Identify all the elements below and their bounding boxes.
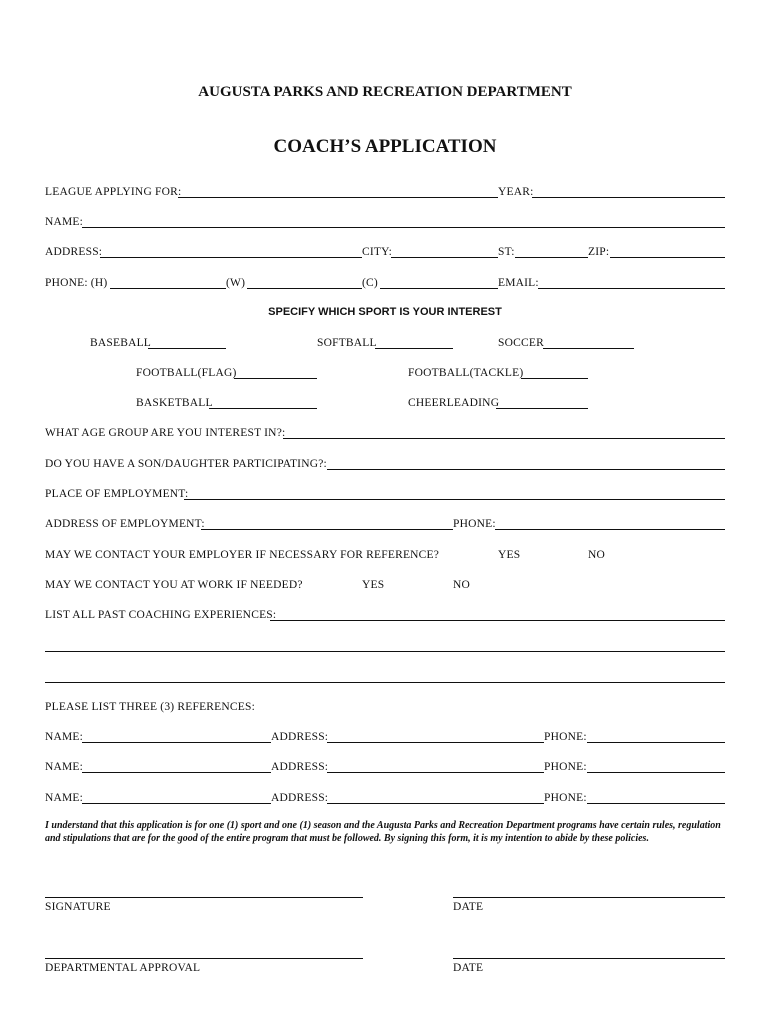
employment-address-field[interactable] — [201, 529, 453, 530]
reference-name-label: NAME: — [45, 792, 84, 804]
contact-work-yes[interactable]: YES — [362, 579, 385, 591]
reference-name-field[interactable] — [82, 772, 271, 773]
reference-address-label: ADDRESS: — [271, 792, 329, 804]
department-heading: AUGUSTA PARKS AND RECREATION DEPARTMENT — [198, 84, 572, 100]
zip-field[interactable] — [610, 257, 725, 258]
agreement-statement: I understand that this application is for one (1) sport and one (1) season and the Augusta Parks and Recreation Department programs have certain rules, regulation and stipulations that are for the good of the entire program that must be followed. By signing this form, it is my intention to abide by these policies. — [45, 820, 721, 844]
reference-phone-label: PHONE: — [544, 731, 587, 743]
contact-work-label: MAY WE CONTACT YOU AT WORK IF NEEDED? — [45, 579, 303, 591]
name-label: NAME: — [45, 216, 84, 228]
reference-phone-label: PHONE: — [544, 761, 587, 773]
coaching-field-1[interactable] — [270, 620, 725, 621]
address-field[interactable] — [100, 257, 362, 258]
employment-place-label: PLACE OF EMPLOYMENT: — [45, 488, 189, 500]
city-field[interactable] — [391, 257, 498, 258]
employment-place-field[interactable] — [184, 499, 725, 500]
email-label: EMAIL: — [498, 277, 539, 289]
employment-phone-field[interactable] — [495, 529, 725, 530]
reference-phone-field[interactable] — [587, 803, 725, 804]
approval-label: DEPARTMENTAL APPROVAL — [45, 962, 201, 974]
reference-address-field[interactable] — [327, 772, 544, 773]
reference-address-field[interactable] — [327, 803, 544, 804]
football-flag-label: FOOTBALL(FLAG) — [136, 367, 237, 379]
phone-work-label: (W) — [226, 277, 246, 289]
football-flag-field[interactable] — [234, 378, 317, 379]
contact-employer-yes[interactable]: YES — [498, 549, 521, 561]
year-field[interactable] — [532, 197, 725, 198]
signature-date-label: DATE — [453, 901, 484, 913]
zip-label: ZIP: — [588, 246, 610, 258]
references-heading: PLEASE LIST THREE (3) REFERENCES: — [45, 701, 255, 713]
contact-employer-no[interactable]: NO — [588, 549, 606, 561]
soccer-field[interactable] — [543, 348, 634, 349]
reference-phone-field[interactable] — [587, 742, 725, 743]
reference-address-field[interactable] — [327, 742, 544, 743]
year-label: YEAR: — [498, 186, 534, 198]
address-label: ADDRESS: — [45, 246, 103, 258]
state-field[interactable] — [515, 257, 588, 258]
basketball-label: BASKETBALL — [136, 397, 213, 409]
state-label: ST: — [498, 246, 515, 258]
phone-cell-label: (C) — [362, 277, 378, 289]
age-group-field[interactable] — [283, 438, 725, 439]
soccer-label: SOCCER — [498, 337, 544, 349]
phone-home-label: PHONE: (H) — [45, 277, 108, 289]
cheerleading-field[interactable] — [496, 408, 588, 409]
football-tackle-field[interactable] — [521, 378, 588, 379]
phone-home-field[interactable] — [110, 288, 226, 289]
reference-name-label: NAME: — [45, 731, 84, 743]
son-daughter-field[interactable] — [327, 469, 725, 470]
name-field[interactable] — [82, 227, 725, 228]
reference-name-field[interactable] — [82, 803, 271, 804]
reference-address-label: ADDRESS: — [271, 731, 329, 743]
phone-cell-field[interactable] — [380, 288, 498, 289]
reference-name-field[interactable] — [82, 742, 271, 743]
contact-work-no[interactable]: NO — [453, 579, 471, 591]
signature-date-line[interactable] — [453, 897, 725, 898]
son-daughter-label: DO YOU HAVE A SON/DAUGHTER PARTICIPATING?: — [45, 458, 327, 470]
reference-phone-label: PHONE: — [544, 792, 587, 804]
football-tackle-label: FOOTBALL(TACKLE) — [408, 367, 524, 379]
baseball-label: BASEBALL — [90, 337, 152, 349]
approval-line[interactable] — [45, 958, 363, 959]
reference-phone-field[interactable] — [587, 772, 725, 773]
basketball-field[interactable] — [209, 408, 317, 409]
employment-address-label: ADDRESS OF EMPLOYMENT: — [45, 518, 205, 530]
cheerleading-label: CHEERLEADING — [408, 397, 500, 409]
sport-heading: SPECIFY WHICH SPORT IS YOUR INTEREST — [268, 306, 502, 318]
softball-field[interactable] — [375, 348, 453, 349]
employment-phone-label: PHONE: — [453, 518, 496, 530]
age-group-label: WHAT AGE GROUP ARE YOU INTEREST IN?: — [45, 427, 286, 439]
approval-date-line[interactable] — [453, 958, 725, 959]
signature-line[interactable] — [45, 897, 363, 898]
league-label: LEAGUE APPLYING FOR: — [45, 186, 182, 198]
page-title: COACH’S APPLICATION — [273, 136, 497, 157]
phone-work-field[interactable] — [247, 288, 362, 289]
email-field[interactable] — [538, 288, 725, 289]
softball-label: SOFTBALL — [317, 337, 377, 349]
signature-label: SIGNATURE — [45, 901, 111, 913]
coaching-field-3[interactable] — [45, 682, 725, 683]
league-field[interactable] — [178, 197, 498, 198]
coaching-field-2[interactable] — [45, 651, 725, 652]
coaching-label: LIST ALL PAST COACHING EXPERIENCES: — [45, 609, 277, 621]
reference-name-label: NAME: — [45, 761, 84, 773]
contact-employer-label: MAY WE CONTACT YOUR EMPLOYER IF NECESSARY FOR REFERENCE? — [45, 549, 440, 561]
baseball-field[interactable] — [148, 348, 226, 349]
reference-address-label: ADDRESS: — [271, 761, 329, 773]
city-label: CITY: — [362, 246, 392, 258]
approval-date-label: DATE — [453, 962, 484, 974]
